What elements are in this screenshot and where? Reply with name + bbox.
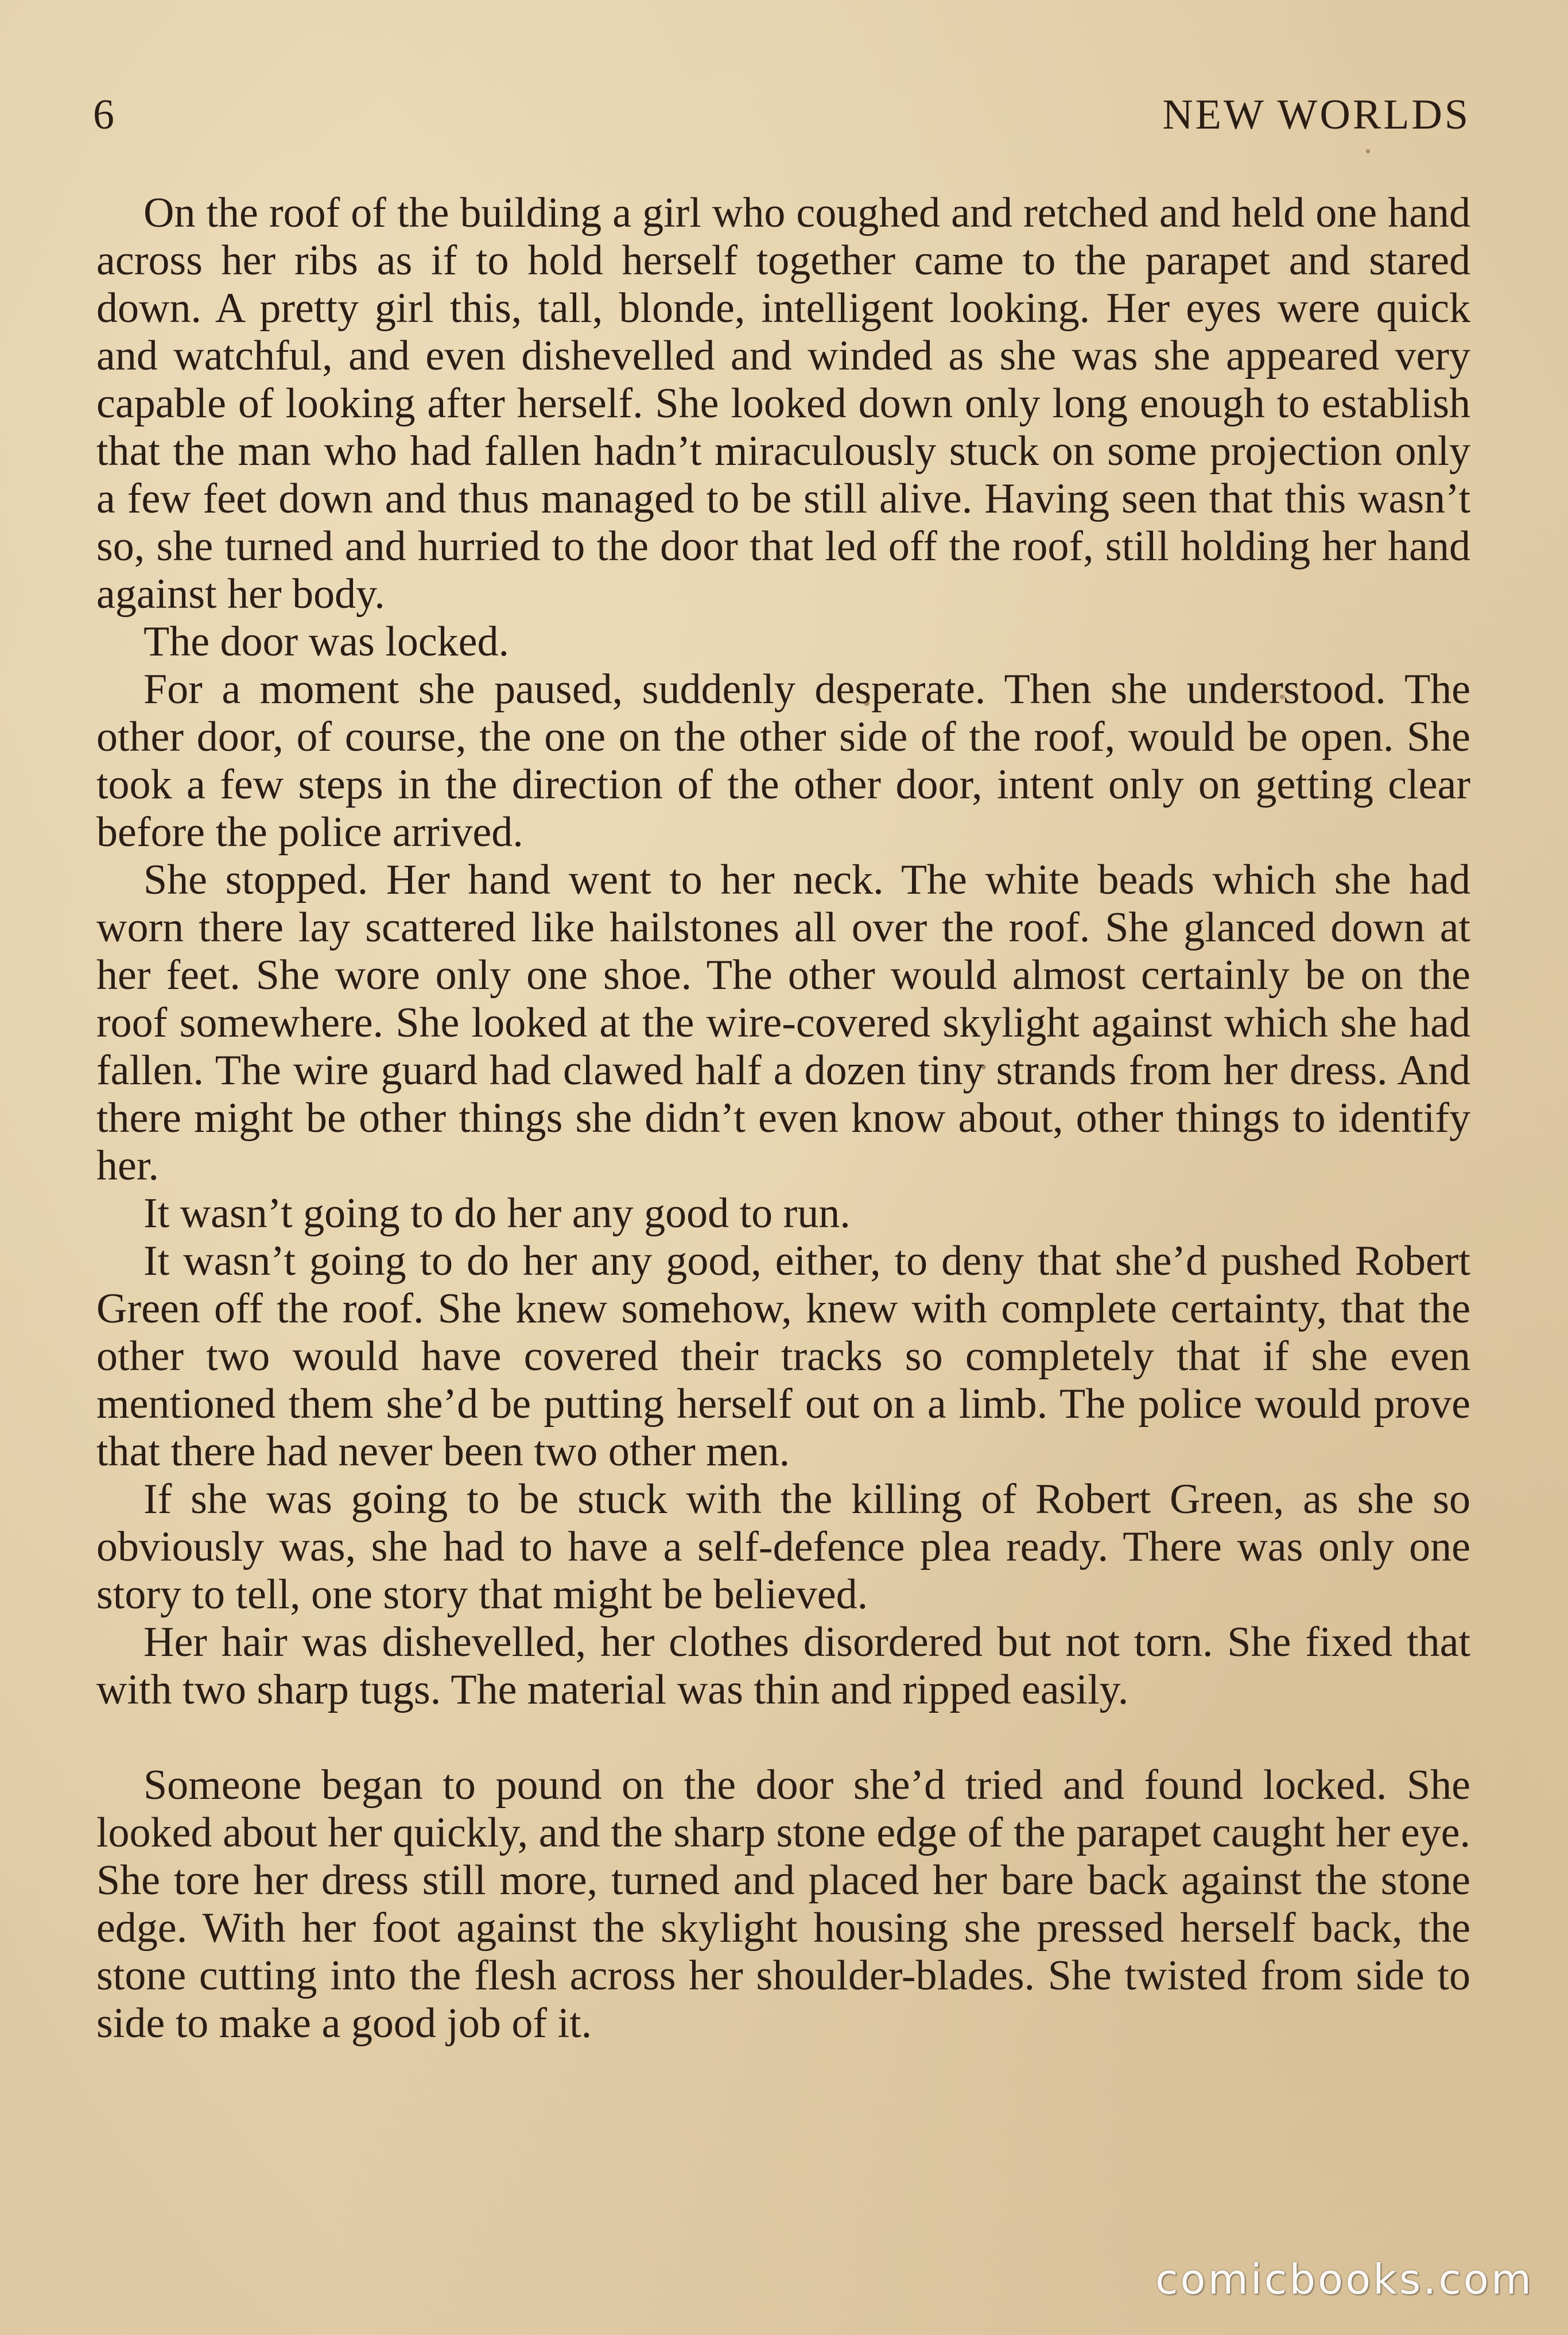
running-head: NEW WORLDS: [1162, 91, 1470, 138]
body-text: [96, 189, 1470, 2047]
section-break: [96, 1714, 1470, 1762]
paper-speck: [1280, 695, 1284, 699]
paragraph: Her hair was dishevelled, her clothes disordered but not torn. She fixed that with two sharp tugs. The material was thin and ripped easily.: [96, 1619, 1470, 1713]
paragraph: For a moment she paused, suddenly desperate. Then she understood. The other door, of course, the one on the other side of the roof, would be open. She took a few steps in the direction of the other door, intent only on getting clear before the police arrived.: [96, 666, 1470, 856]
paragraph: It wasn’t going to do her any good, either, to deny that she’d pushed Robert Green off the roof. She knew somehow, knew with complete certainty, that the other two would have covered their tracks so completely that if she even mentioned them she’d be putting herself out on a limb. The police would prove that there had never been two other men.: [96, 1238, 1470, 1475]
paragraph: She stopped. Her hand went to her neck. The white beads which she had worn there lay scattered like hailstones all over the roof. She glanced down at her feet. She wore only one shoe. The other would almost certainly be on the roof somewhere. She looked at the wire-covered skylight against which she had fallen. The wire guard had clawed half a dozen tiny strands from her dress. And there might be other things she didn’t even know about, other things to identify her.: [96, 856, 1470, 1189]
watermark: comicbooks.com: [1155, 2255, 1534, 2303]
paragraph: Someone began to pound on the door she’d tried and found locked. She looked about her quickly, and the sharp stone edge of the parapet caught her eye. She tore her dress still more, turned and placed her bare back against the stone edge. With her foot against the skylight housing she pressed herself back, the stone cutting into the flesh across her shoulder-blades. She twisted from side to side to make a good job of it.: [96, 1762, 1470, 2047]
paragraph: On the roof of the building a girl who coughed and retched and held one hand across her ribs as if to hold herself together came to the parapet and stared down. A pretty girl this, tall, blonde, intelligent looking. Her eyes were quick and watchful, and even dishevelled and winded as she was she appeared very capable of looking after herself. She looked down only long enough to establish that the man who had fallen hadn’t miraculously stuck on some projection only a few feet down and thus managed to be still alive. Having seen that this wasn’t so, she turned and hurried to the door that led off the roof, still holding her hand against her body.: [96, 189, 1470, 618]
paper-speck: [981, 1065, 986, 1069]
page-number: 6: [93, 91, 115, 138]
paragraph: If she was going to be stuck with the killing of Robert Green, as she so obviously was, she had to have a self-defence plea ready. There was only one story to tell, one story that might be believed.: [96, 1476, 1470, 1618]
paragraph: The door was locked.: [143, 618, 510, 665]
paper-speck: [864, 700, 870, 706]
paper-speck: [1366, 149, 1370, 153]
page-header: [93, 86, 1470, 143]
paragraph: It wasn’t going to do her any good to run.: [143, 1190, 851, 1237]
